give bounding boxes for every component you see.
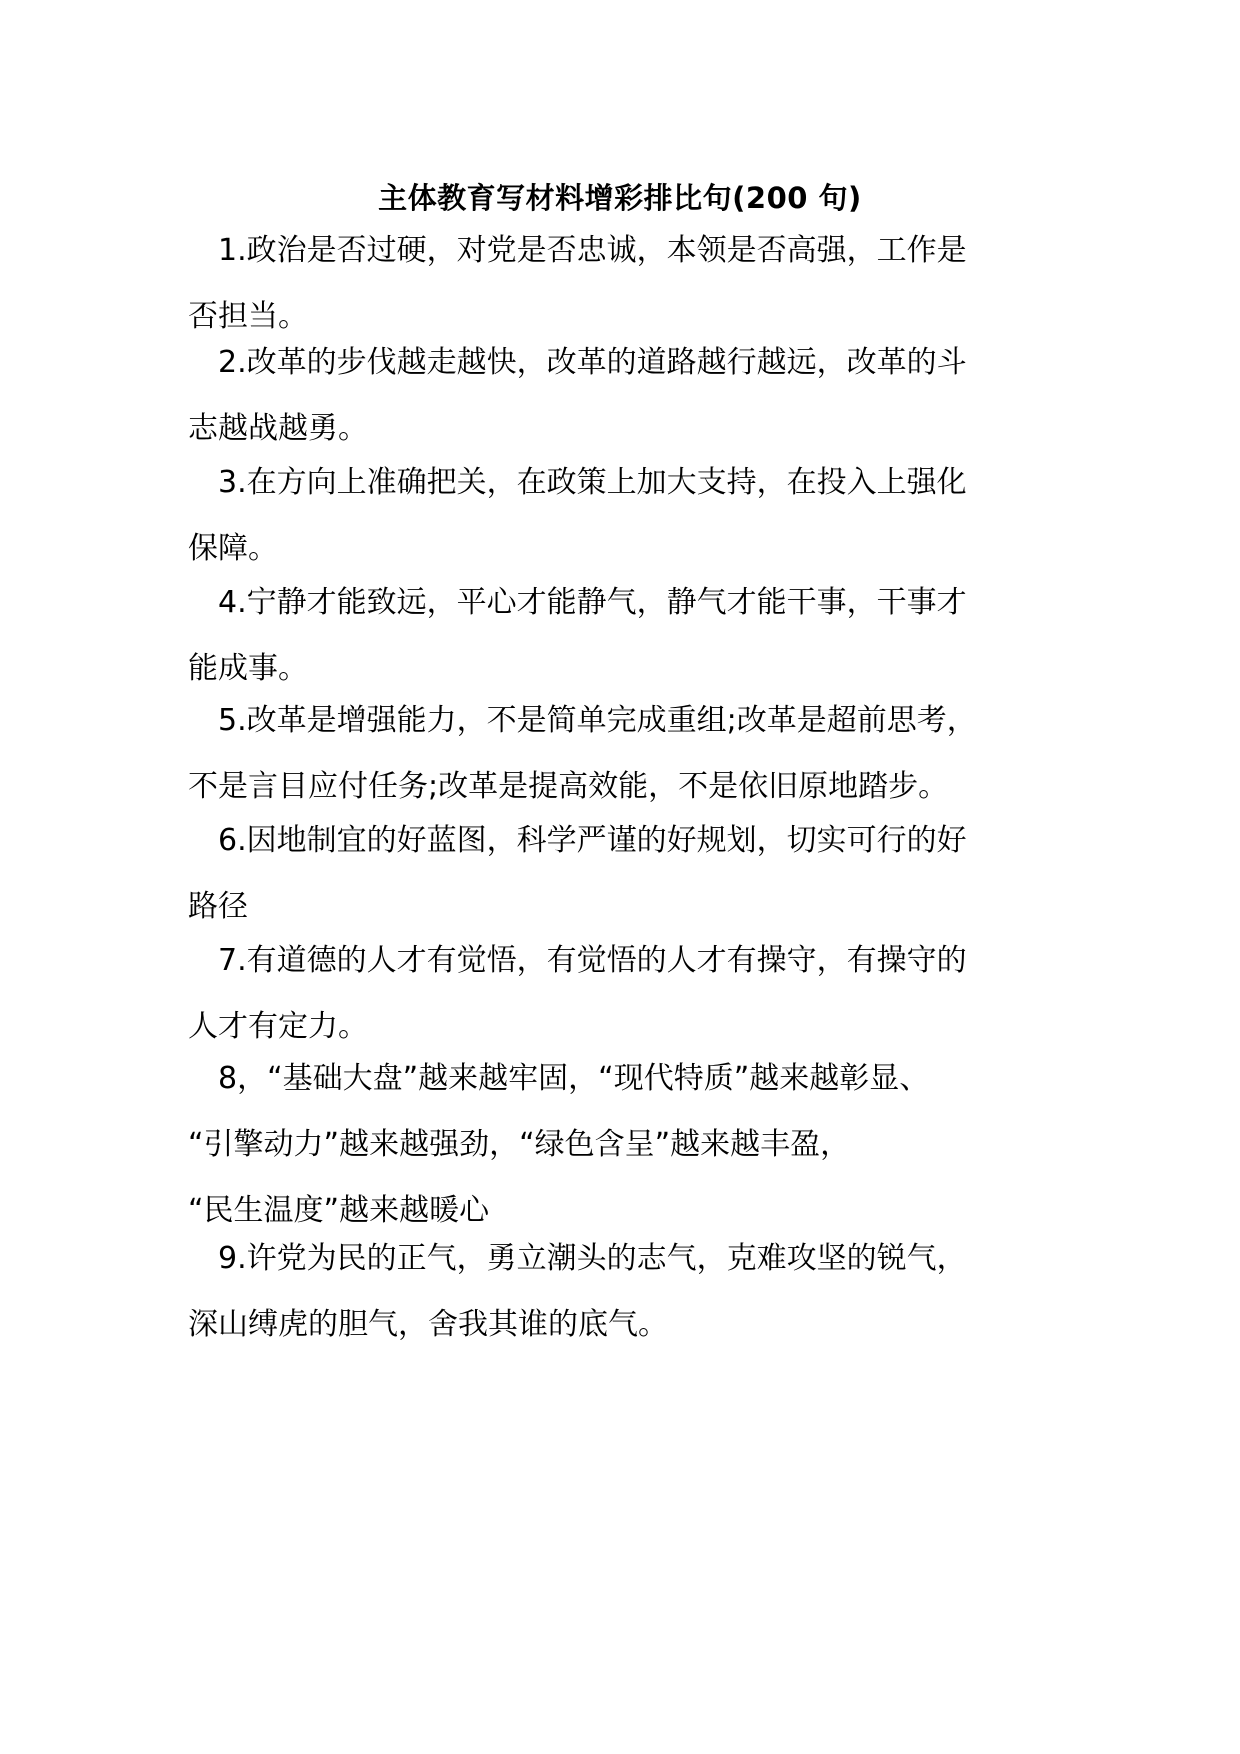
paragraph-line: 能成事。 [188,651,308,686]
paragraph-3 [188,450,1058,582]
paragraph-line: 志越战越勇。 [188,411,368,446]
paragraph-4 [188,570,1058,702]
paragraph-8 [188,1046,1058,1244]
paragraph-5 [188,688,1058,820]
paragraph-line: 路径 [188,889,248,924]
paragraph-line: “民生温度”越来越暖心 [188,1193,490,1228]
paragraph-7 [188,928,1058,1060]
paragraph-line: 不是言目应付任务;改革是提高效能，不是依旧原地踏步。 [188,769,949,804]
paragraph-line: 1.政治是否过硬，对党是否忠诚，本领是否高强，工作是 [218,233,967,268]
paragraph-9 [188,1226,1058,1358]
paragraph-2 [188,330,1058,462]
document-title: 主体教育写材料增彩排比句(200 句) [378,181,862,215]
paragraph-line: 8，“基础大盘”越来越牢固，“现代特质”越来越彰显、 [218,1061,930,1096]
paragraph-line: 3.在方向上准确把关，在政策上加大支持，在投入上强化 [218,465,967,500]
paragraph-line: 深山缚虎的胆气，舍我其谁的底气。 [188,1307,668,1342]
paragraph-line: 否担当。 [188,299,308,334]
paragraph-6 [188,808,1058,940]
paragraph-line: 4.宁静才能致远，平心才能静气，静气才能干事，干事才 [218,585,967,620]
paragraph-line: 人才有定力。 [188,1009,368,1044]
paragraph-line: 9.许党为民的正气，勇立潮头的志气，克难攻坚的锐气， [218,1241,967,1276]
paragraph-line: 5.改革是增强能力，不是简单完成重组;改革是超前思考， [218,703,977,738]
paragraph-line: 6.因地制宜的好蓝图，科学严谨的好规划，切实可行的好 [218,823,967,858]
paragraph-line: 保障。 [188,531,278,566]
paragraph-line: “引擎动力”越来越强劲，“绿色含呈”越来越丰盈， [188,1127,851,1162]
paragraph-line: 2.改革的步伐越走越快，改革的道路越行越远，改革的斗 [218,345,967,380]
paragraph-line: 7.有道德的人才有觉悟，有觉悟的人才有操守，有操守的 [218,943,967,978]
